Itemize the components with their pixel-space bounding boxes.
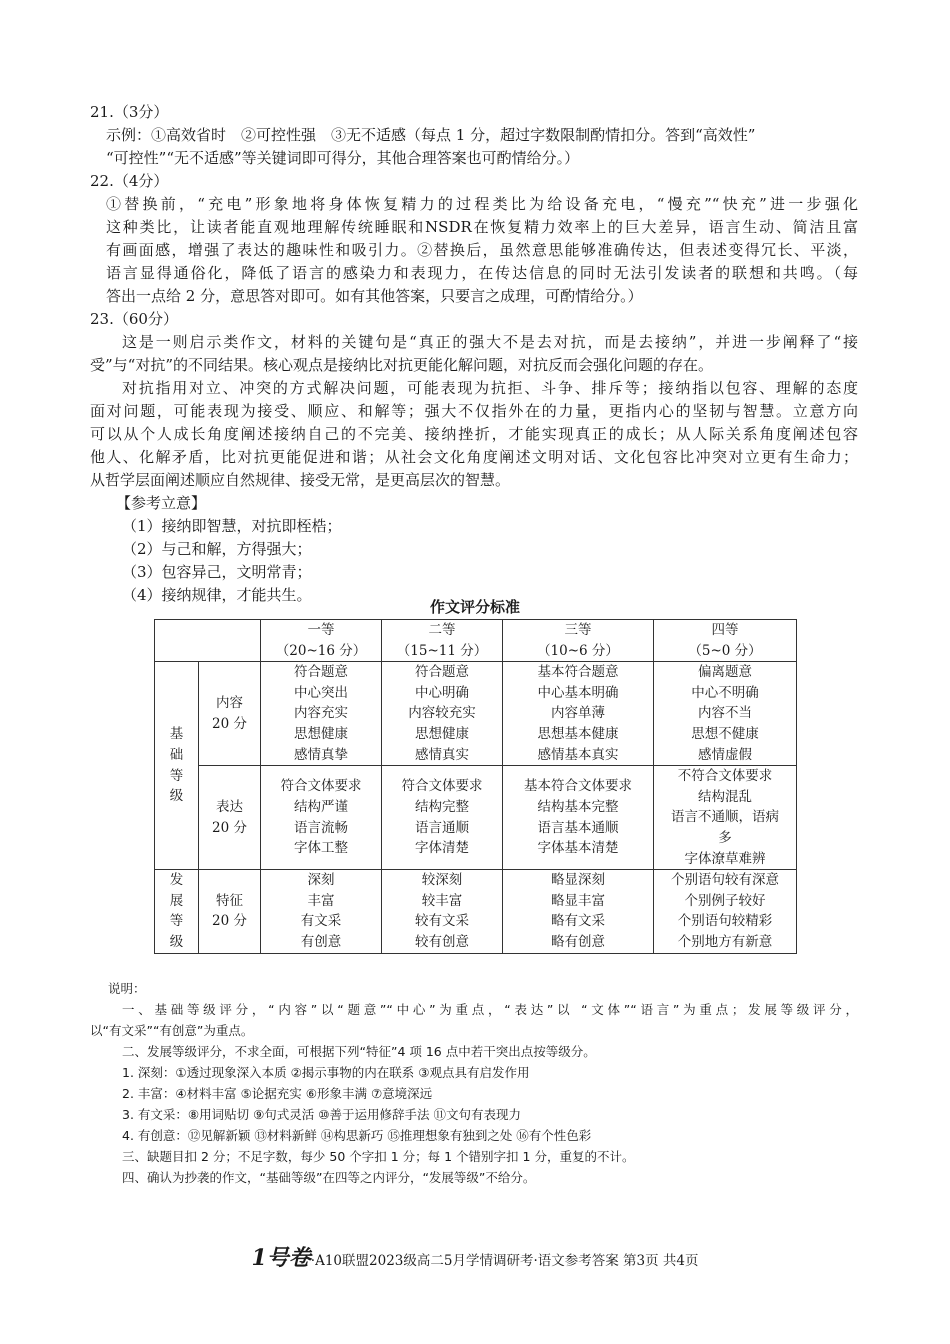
feature-cell-level-4: 个别语句较有深意 个别例子较好 个别语句较精彩 个别地方有新意 — [654, 870, 797, 953]
content-cell-level-1: 符合题意 中心突出 内容充实 思想健康 感情真挚 — [261, 662, 382, 766]
note-line: 三、缺题目扣 2 分；不足字数，每少 50 个字扣 1 分；每 1 个错别字扣 1 分，重复的不计。 — [122, 1149, 635, 1164]
expression-cell-level-4: 不符合文体要求 结构混乱 语言不通顺，语病 多 字体潦草难辨 — [654, 766, 797, 870]
content-cell-level-2: 符合题意 中心明确 内容较充实 思想健康 感情真实 — [382, 662, 503, 766]
q21-line: “可控性”“无不适感”等关键词即可得分，其他合理答案也可酌情给分。） — [106, 149, 580, 167]
q22-line: 答出一点给 2 分，意思答对即可。如有其他答案，只要言之成理，可酌情给分。） — [106, 287, 643, 305]
note-line: 一、基础等级评分，“内容”以“题意”“中心”为重点，“表达”以 “文体”“语言”为重点；发展等级评分， — [122, 1002, 858, 1017]
q22-line: 这种类比，让读者能直观地理解传统睡眠和NSDR在恢复精力效率上的巨大差异，语言生动、简洁且富 — [106, 218, 858, 236]
feature-label: 特征 20 分 — [199, 870, 261, 953]
feature-note: 4. 有创意：⑫见解新颖 ⑬材料新鲜 ⑭构思新巧 ⑮推理想象有独到之处 ⑯有个性色彩 — [122, 1128, 592, 1143]
development-level-group: 发 展 等 级 — [155, 870, 199, 953]
expression-label: 表达 20 分 — [199, 766, 261, 870]
q23-paragraph-line: 对抗指用对立、冲突的方式解决问题，可能表现为抗拒、斗争、排斥等；接纳指以包容、理解的态度 — [122, 379, 858, 397]
content-row — [155, 662, 797, 766]
q23-paragraph-line: 从哲学层面阐述顺应自然规律、接受无常，是更高层次的智慧。 — [90, 471, 511, 489]
q21-line: 示例：①高效省时 ②可控性强 ③无不适感（每点 1 分，超过字数限制酌情扣分。答到“高效性” — [106, 126, 756, 144]
footer-text: ·A10联盟2023级高二5月学情调研考·语文参考答案 第3页 共4页 — [310, 1253, 699, 1269]
brand-logo: 1号卷 — [251, 1245, 311, 1271]
expression-cell-level-3: 基本符合文体要求 结构基本完整 语言基本通顺 字体基本清楚 — [503, 766, 654, 870]
reference-item: （3）包容异己，文明常青； — [122, 563, 312, 581]
content-cell-level-3: 基本符合题意 中心基本明确 内容单薄 思想基本健康 感情基本真实 — [503, 662, 654, 766]
feature-note: 3. 有文采：⑧用词贴切 ⑨句式灵活 ⑩善于运用修辞手法 ⑪文句有表现力 — [122, 1107, 521, 1122]
feature-note: 2. 丰富：④材料丰富 ⑤论据充实 ⑥形象丰满 ⑦意境深远 — [122, 1086, 433, 1101]
reference-title: 【参考立意】 — [116, 494, 207, 512]
page-footer — [0, 1245, 950, 1271]
q23-title: 23.（60分） — [90, 310, 178, 328]
reference-item: （4）接纳规律，才能共生。 — [122, 586, 312, 604]
q23-paragraph-line: 受”与“对抗”的不同结果。核心观点是接纳比对抗更能化解问题，对抗反而会强化问题的存在。 — [90, 356, 714, 374]
q23-paragraph-line: 他人、化解矛盾，比对抗更能促进和谐；从社会文化角度阐述文明对话、文化包容比冲突对立更有生命力； — [90, 448, 858, 466]
q21-title: 21.（3分） — [90, 103, 169, 121]
note-line: 四、确认为抄袭的作文，“基础等级”在四等之内评分，“发展等级”不给分。 — [122, 1170, 536, 1185]
basic-level-group: 基 础 等 级 — [155, 662, 199, 870]
note-line: 以“有文采”“有创意”为重点。 — [90, 1023, 254, 1038]
level-2-header: 二等 （15~11 分） — [382, 620, 503, 662]
feature-row — [155, 870, 797, 953]
content-cell-level-4: 偏离题意 中心不明确 内容不当 思想不健康 感情虚假 — [654, 662, 797, 766]
rubric-table — [154, 619, 797, 954]
feature-cell-level-2: 较深刻 较丰富 较有文采 较有创意 — [382, 870, 503, 953]
expression-cell-level-1: 符合文体要求 结构严谨 语言流畅 字体工整 — [261, 766, 382, 870]
q22-line: 语言显得通俗化，降低了语言的感染力和表现力，在传达信息的同时无法引发读者的联想和共鸣。（每 — [106, 264, 858, 282]
expression-row — [155, 766, 797, 870]
feature-note: 1. 深刻：①透过现象深入本质 ②揭示事物的内在联系 ③观点具有启发作用 — [122, 1065, 530, 1080]
note-line: 二、发展等级评分，不求全面，可根据下列“特征”4 项 16 点中若干突出点按等级分。 — [122, 1044, 596, 1059]
rubric-corner-cell — [155, 620, 261, 662]
q22-line: ①替换前，“充电”形象地将身体恢复精力的过程类比为给设备充电，“慢充”“快充”进一步强化 — [106, 195, 858, 213]
expression-cell-level-2: 符合文体要求 结构完整 语言通顺 字体清楚 — [382, 766, 503, 870]
notes-title: 说明： — [108, 981, 146, 996]
rubric-title: 作文评分标准 — [429, 598, 520, 616]
reference-item: （1）接纳即智慧，对抗即桎梏； — [122, 517, 342, 535]
q22-title: 22.（4分） — [90, 172, 169, 190]
reference-item: （2）与己和解，方得强大； — [122, 540, 312, 558]
level-1-header: 一等 （20~16 分） — [261, 620, 382, 662]
level-4-header: 四等 （5~0 分） — [654, 620, 797, 662]
content-label: 内容 20 分 — [199, 662, 261, 766]
q23-paragraph-line: 可以从个人成长角度阐述接纳自己的不完美、接纳挫折，才能实现真正的成长；从人际关系角度阐述包容 — [90, 425, 858, 443]
feature-cell-level-1: 深刻 丰富 有文采 有创意 — [261, 870, 382, 953]
q22-line: 有画面感，增强了表达的趣味性和吸引力。②替换后，虽然意思能够准确传达，但表述变得冗长、平淡， — [106, 241, 858, 259]
q23-paragraph-line: 面对问题，可能表现为接受、顺应、和解等；强大不仅指外在的力量，更指内心的坚韧与智慧。立意方向 — [90, 402, 858, 420]
feature-cell-level-3: 略显深刻 略显丰富 略有文采 略有创意 — [503, 870, 654, 953]
q23-paragraph-line: 这是一则启示类作文，材料的关键句是“真正的强大不是去对抗，而是去接纳”，并进一步阐释了“接 — [122, 333, 858, 351]
rubric-header-row — [155, 620, 797, 662]
level-3-header: 三等 （10~6 分） — [503, 620, 654, 662]
